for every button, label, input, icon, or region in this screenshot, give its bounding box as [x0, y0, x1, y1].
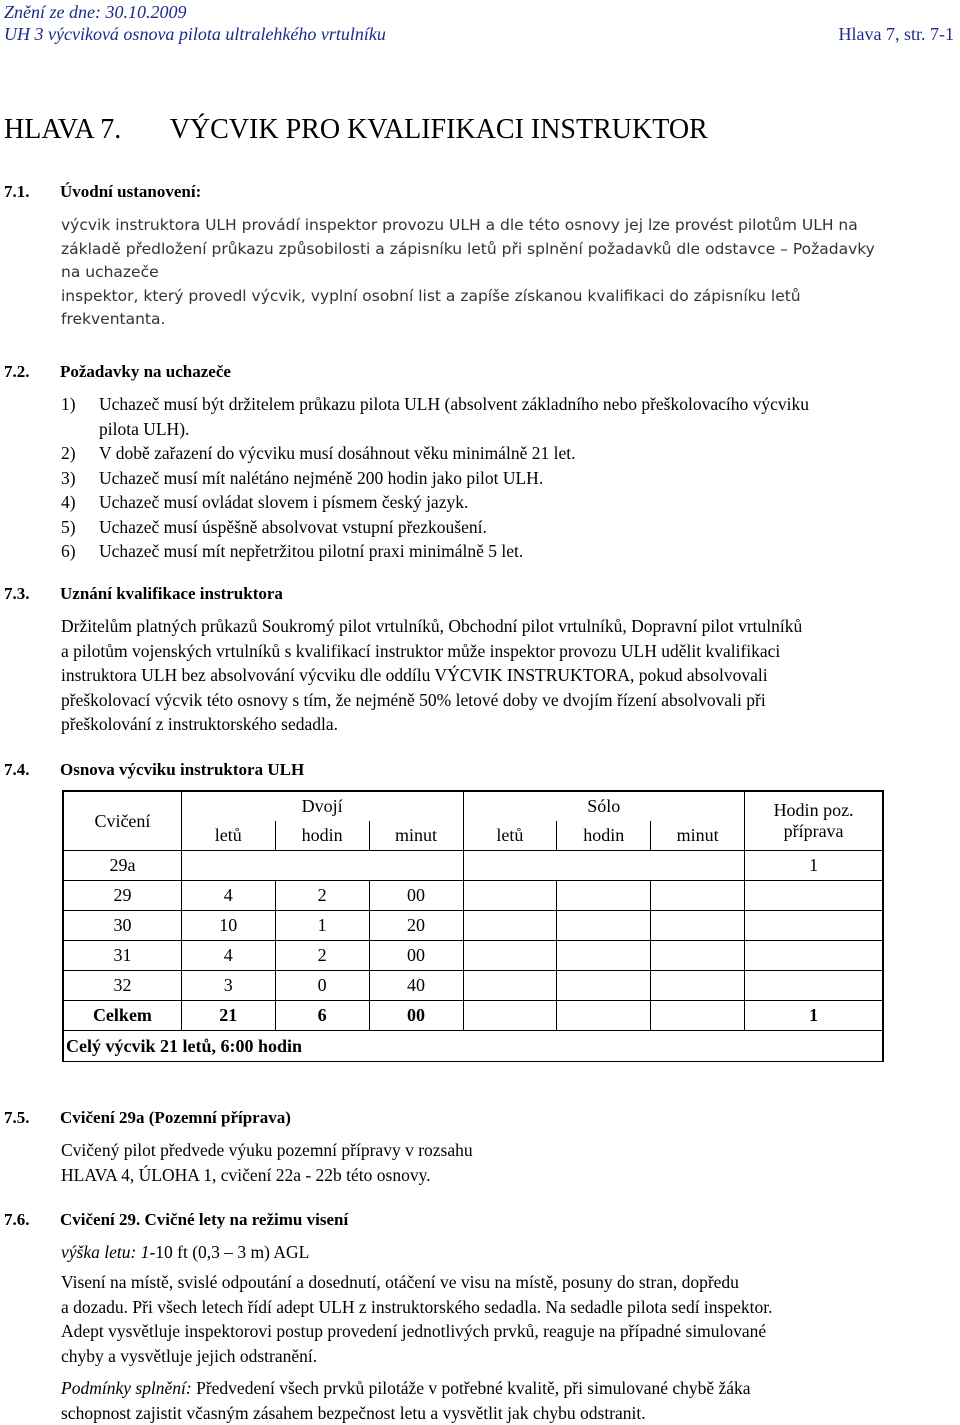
list-item-number: 4) — [61, 490, 99, 515]
conditions-label: Podmínky splnění: — [61, 1378, 192, 1398]
table-cell — [557, 1001, 651, 1031]
flight-height — [61, 1240, 956, 1265]
list-item — [61, 392, 956, 441]
table-cell — [463, 851, 745, 881]
table-cell: 0 — [275, 971, 369, 1001]
body-line: základě předložení průkazu způsobilosti a zápisníku letů při splnění požadavků dle odstavce – Požadavky — [61, 238, 956, 262]
table-cell: 29a — [64, 851, 182, 881]
section-title: Požadavky na uchazeče — [60, 362, 231, 382]
body-line: instruktora ULH bez absolvování výcviku dle oddílu VÝCVIK INSTRUKTORA, pokud absolvovali — [61, 663, 956, 688]
body-line: Visení na místě, svislé odpoutání a dosednutí, otáčení ve visu na místě, posuny do stran, dopředu — [61, 1270, 956, 1295]
list-item — [61, 490, 956, 515]
table-cell: 30 — [64, 911, 182, 941]
section-title: Cvičení 29. Cvičné lety na režimu visení — [60, 1210, 348, 1230]
conditions-text: Předvedení všech prvků pilotáže v potřebné kvalitě, při simulované chybě žáka — [192, 1378, 751, 1398]
section-title: Uznání kvalifikace instruktora — [60, 584, 283, 604]
table-cell — [745, 971, 883, 1001]
table-cell: Celkem — [64, 1001, 182, 1031]
table-summary: Celý výcvik 21 letů, 6:00 hodin — [64, 1031, 883, 1062]
body-line: frekventanta. — [61, 308, 956, 332]
table-total-row — [64, 1001, 883, 1031]
section-number: 7.5. — [4, 1108, 30, 1128]
table-cell: 31 — [64, 941, 182, 971]
body-line: a pilotům vojenských vrtulníků s kvalifikací instruktor může inspektor provozu ULH udělit kvalifikaci — [61, 639, 956, 664]
table-cell: 00 — [369, 881, 463, 911]
table-cell — [651, 1001, 745, 1031]
list-item-text: Uchazeč musí mít nepřetržitou pilotní praxi minimálně 5 let. — [99, 539, 523, 564]
section-number: 7.2. — [4, 362, 30, 382]
section-number: 7.1. — [4, 182, 30, 202]
header-cell-exercise: Cvičení — [64, 792, 182, 851]
section-body — [61, 1138, 956, 1187]
table-cell — [463, 911, 557, 941]
header-cell-minutes: minut — [651, 821, 745, 851]
list-item-number: 6) — [61, 539, 99, 564]
table-cell — [557, 881, 651, 911]
table-cell — [557, 971, 651, 1001]
table-cell: 00 — [369, 941, 463, 971]
list-item-text: pilota ULH). — [99, 417, 809, 442]
flight-height-value: -10 ft (0,3 – 3 m) AGL — [149, 1242, 309, 1262]
list-item — [61, 441, 956, 466]
table-cell — [463, 941, 557, 971]
section-body — [61, 1270, 956, 1368]
chapter-title: HLAVA 7. VÝCVIK PRO KVALIFIKACI INSTRUKTOR — [4, 114, 708, 146]
table-cell — [463, 971, 557, 1001]
list-item-number: 3) — [61, 466, 99, 491]
list-item — [61, 466, 956, 491]
table-cell: 2 — [275, 881, 369, 911]
list-item-text: V době zařazení do výcviku musí dosáhnout věku minimálně 21 let. — [99, 441, 575, 466]
table-cell: 3 — [181, 971, 275, 1001]
section-title: Úvodní ustanovení: — [60, 182, 201, 202]
list-item-text: Uchazeč musí být držitelem průkazu pilota ULH (absolvent základního nebo přeškolovacího výcviku — [99, 392, 809, 417]
header-document-title: UH 3 výcviková osnova pilota ultralehkého vrtulníku — [4, 24, 386, 45]
table-summary-row — [64, 1031, 883, 1062]
section-title: Osnova výcviku instruktora ULH — [60, 760, 304, 780]
table-cell — [463, 881, 557, 911]
table-cell — [651, 911, 745, 941]
header-cell-solo: Sólo — [463, 792, 745, 822]
header-date: Znění ze dne: 30.10.2009 — [4, 2, 186, 23]
table-cell: 21 — [181, 1001, 275, 1031]
table-cell — [651, 971, 745, 1001]
conditions-text: schopnost zajistit včasným zásahem bezpečnost letu a vysvětlit jak chybu odstranit. — [61, 1401, 956, 1425]
body-line: Držitelům platných průkazů Soukromý pilot vrtulníků, Obchodní pilot vrtulníků, Dopravní pilot vrtulníků — [61, 614, 956, 639]
body-line: výcvik instruktora ULH provádí inspektor provozu ULH a dle této osnovy jej lze provést pilotům ULH na — [61, 214, 956, 238]
body-line: HLAVA 4, ÚLOHA 1, cvičení 22a - 22b této osnovy. — [61, 1163, 956, 1188]
header-cell-hours: hodin — [557, 821, 651, 851]
section-body — [61, 214, 956, 332]
section-number: 7.3. — [4, 584, 30, 604]
list-item-text: Uchazeč musí úspěšně absolvovat vstupní přezkoušení. — [99, 515, 487, 540]
table-cell — [745, 941, 883, 971]
body-line: chyby a vysvětluje jejich odstranění. — [61, 1344, 956, 1369]
table-cell: 6 — [275, 1001, 369, 1031]
header-cell-minutes: minut — [369, 821, 463, 851]
table-cell — [181, 851, 463, 881]
table-cell: 20 — [369, 911, 463, 941]
body-line: Adept vysvětluje inspektorovi postup provedení jednotlivých prvků, reaguje na případné simulované — [61, 1319, 956, 1344]
table-cell: 32 — [64, 971, 182, 1001]
table-cell: 2 — [275, 941, 369, 971]
table-cell — [463, 1001, 557, 1031]
header-cell-flights: letů — [463, 821, 557, 851]
table-cell — [557, 941, 651, 971]
table-cell: 1 — [745, 851, 883, 881]
table-row — [64, 881, 883, 911]
body-line: a dozadu. Při všech letech řídí adept ULH z instruktorského sedadla. Na sedadle pilota sedí inspektor. — [61, 1295, 956, 1320]
section-number: 7.4. — [4, 760, 30, 780]
requirements-list — [61, 392, 956, 564]
body-line: na uchazeče — [61, 261, 956, 285]
list-item — [61, 515, 956, 540]
table-cell — [651, 881, 745, 911]
table-cell — [745, 911, 883, 941]
body-line: inspektor, který provedl výcvik, vyplní osobní list a zapíše získanou kvalifikaci do zápisníku letů — [61, 285, 956, 309]
table-cell — [745, 881, 883, 911]
completion-conditions — [61, 1376, 956, 1425]
header-page-reference: Hlava 7, str. 7-1 — [839, 24, 954, 45]
table-cell — [651, 941, 745, 971]
table-row — [64, 911, 883, 941]
header-cell-hours: hodin — [275, 821, 369, 851]
table-cell: 10 — [181, 911, 275, 941]
table-cell: 1 — [745, 1001, 883, 1031]
table-cell: 00 — [369, 1001, 463, 1031]
table-cell: 40 — [369, 971, 463, 1001]
table-row — [64, 941, 883, 971]
table-cell: 29 — [64, 881, 182, 911]
list-item-number: 2) — [61, 441, 99, 466]
header-cell-preparation: příprava — [745, 821, 883, 851]
table-row — [64, 851, 883, 881]
section-body — [61, 614, 956, 737]
table-cell: 4 — [181, 941, 275, 971]
flight-height-label: výška letu: 1 — [61, 1242, 149, 1262]
training-table — [62, 790, 884, 1062]
body-line: Cvičený pilot předvede výuku pozemní přípravy v rozsahu — [61, 1138, 956, 1163]
list-item-number: 1) — [61, 392, 99, 441]
body-line: přeškolovací výcvik této osnovy s tím, že nejméně 50% letové doby ve dvojím řízení absolvovali při — [61, 688, 956, 713]
header-cell-ground-hours: Hodin poz. — [745, 792, 883, 822]
table-cell: 4 — [181, 881, 275, 911]
header-cell-flights: letů — [181, 821, 275, 851]
table-row — [64, 971, 883, 1001]
section-number: 7.6. — [4, 1210, 30, 1230]
section-title: Cvičení 29a (Pozemní příprava) — [60, 1108, 291, 1128]
list-item — [61, 539, 956, 564]
table-cell: 1 — [275, 911, 369, 941]
header-cell-dual: Dvojí — [181, 792, 463, 822]
list-item-text: Uchazeč musí mít nalétáno nejméně 200 hodin jako pilot ULH. — [99, 466, 543, 491]
table-cell — [557, 911, 651, 941]
list-item-text: Uchazeč musí ovládat slovem i písmem český jazyk. — [99, 490, 468, 515]
list-item-number: 5) — [61, 515, 99, 540]
body-line: přeškolování z instruktorského sedadla. — [61, 712, 956, 737]
